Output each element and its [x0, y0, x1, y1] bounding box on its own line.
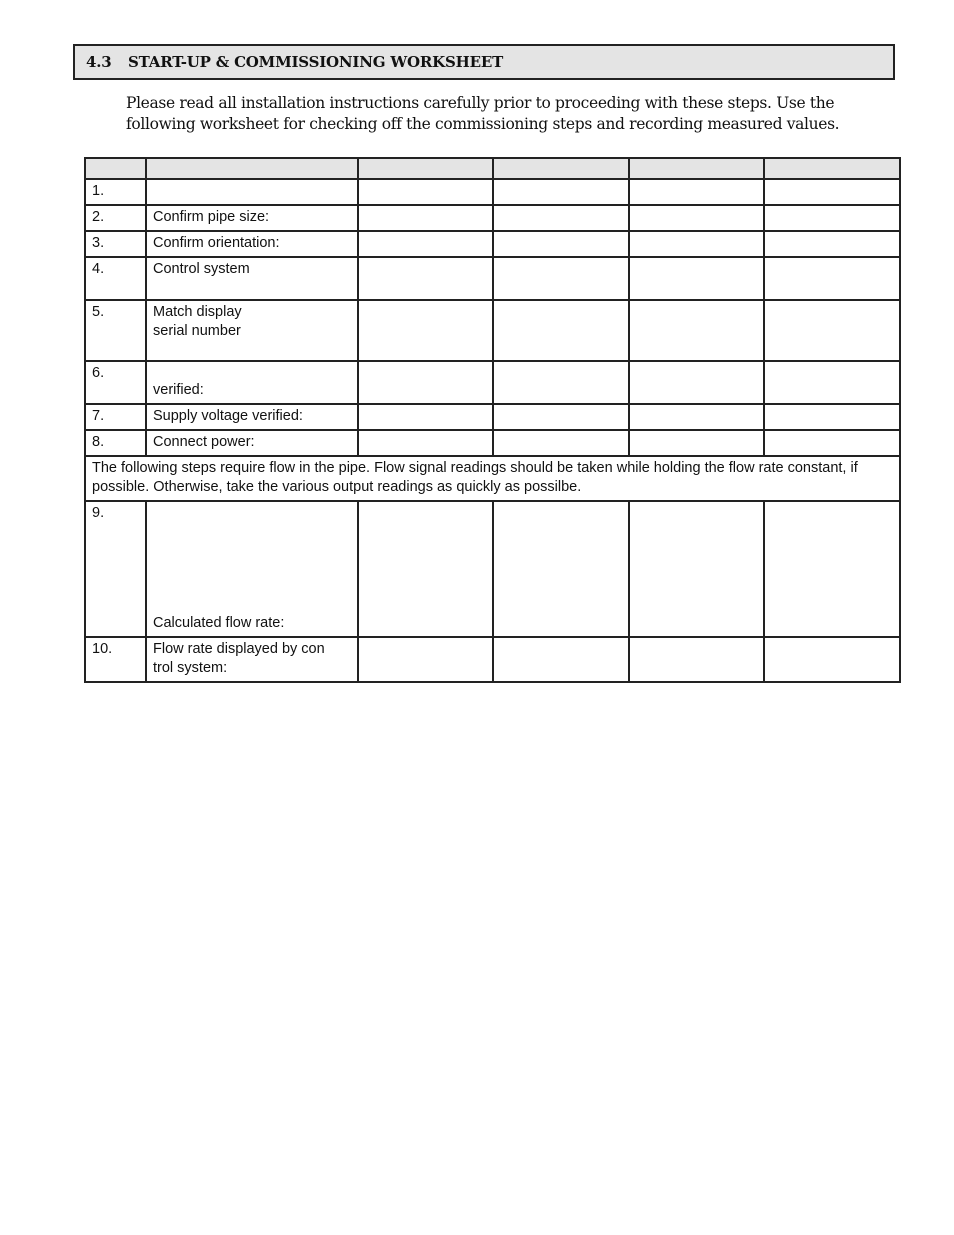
entry-cell[interactable] — [629, 404, 764, 430]
step-number: 1. — [85, 179, 146, 205]
step-label: Calculated flow rate: — [146, 501, 358, 637]
entry-cell[interactable] — [764, 361, 900, 404]
step-number: 10. — [85, 637, 146, 682]
entry-cell[interactable] — [764, 205, 900, 231]
entry-cell[interactable] — [629, 501, 764, 637]
step-number: 6. — [85, 361, 146, 404]
step-label: Supply voltage verified: — [146, 404, 358, 430]
entry-cell[interactable] — [764, 179, 900, 205]
step-label: verified: — [146, 361, 358, 404]
table-row — [85, 300, 900, 361]
step-label — [146, 179, 358, 205]
step-number: 7. — [85, 404, 146, 430]
header-cell-col5 — [629, 158, 764, 179]
entry-cell[interactable] — [493, 205, 629, 231]
table-row — [85, 430, 900, 456]
entry-cell[interactable] — [493, 501, 629, 637]
table-row — [85, 231, 900, 257]
table-row — [85, 361, 900, 404]
entry-cell[interactable] — [493, 637, 629, 682]
step-label: Match display serial number — [146, 300, 358, 361]
entry-cell[interactable] — [764, 501, 900, 637]
header-cell-col3 — [358, 158, 493, 179]
entry-cell[interactable] — [764, 404, 900, 430]
entry-cell[interactable] — [358, 179, 493, 205]
step-number: 9. — [85, 501, 146, 637]
header-cell-description — [146, 158, 358, 179]
entry-cell[interactable] — [493, 361, 629, 404]
entry-cell[interactable] — [358, 300, 493, 361]
entry-cell[interactable] — [493, 231, 629, 257]
flow-note-row — [85, 456, 900, 501]
entry-cell[interactable] — [358, 257, 493, 300]
step-number: 2. — [85, 205, 146, 231]
step-label: Connect power: — [146, 430, 358, 456]
section-number: 4.3 — [86, 53, 112, 71]
entry-cell[interactable] — [358, 501, 493, 637]
step-number: 3. — [85, 231, 146, 257]
entry-cell[interactable] — [493, 404, 629, 430]
step-label: Flow rate displayed by con trol system: — [146, 637, 358, 682]
table-row — [85, 257, 900, 300]
entry-cell[interactable] — [764, 257, 900, 300]
entry-cell[interactable] — [764, 300, 900, 361]
section-header — [73, 44, 895, 80]
entry-cell[interactable] — [629, 430, 764, 456]
entry-cell[interactable] — [629, 205, 764, 231]
entry-cell[interactable] — [764, 231, 900, 257]
entry-cell[interactable] — [358, 231, 493, 257]
commissioning-worksheet-table — [84, 157, 901, 683]
entry-cell[interactable] — [629, 361, 764, 404]
step-label: Confirm pipe size: — [146, 205, 358, 231]
entry-cell[interactable] — [629, 637, 764, 682]
entry-cell[interactable] — [493, 179, 629, 205]
entry-cell[interactable] — [358, 205, 493, 231]
entry-cell[interactable] — [493, 257, 629, 300]
entry-cell[interactable] — [629, 300, 764, 361]
entry-cell[interactable] — [629, 231, 764, 257]
table-row — [85, 205, 900, 231]
table-row — [85, 501, 900, 637]
step-number: 8. — [85, 430, 146, 456]
entry-cell[interactable] — [358, 361, 493, 404]
entry-cell[interactable] — [493, 300, 629, 361]
entry-cell[interactable] — [629, 179, 764, 205]
table-row — [85, 179, 900, 205]
header-cell-col4 — [493, 158, 629, 179]
step-number: 5. — [85, 300, 146, 361]
intro-paragraph: Please read all installation instructions carefully prior to proceeding with these steps. Use the following worksheet for checking off the commissioning steps and recording measured values. — [126, 94, 840, 133]
entry-cell[interactable] — [358, 637, 493, 682]
header-cell-step — [85, 158, 146, 179]
table-header-row — [85, 158, 900, 179]
entry-cell[interactable] — [493, 430, 629, 456]
table-row — [85, 404, 900, 430]
step-label: Confirm orientation: — [146, 231, 358, 257]
step-number: 4. — [85, 257, 146, 300]
entry-cell[interactable] — [358, 404, 493, 430]
header-cell-col6 — [764, 158, 900, 179]
entry-cell[interactable] — [764, 430, 900, 456]
entry-cell[interactable] — [629, 257, 764, 300]
section-title: START-UP & COMMISSIONING WORKSHEET — [128, 53, 504, 71]
entry-cell[interactable] — [358, 430, 493, 456]
step-label: Control system — [146, 257, 358, 300]
flow-note: The following steps require flow in the pipe. Flow signal readings should be taken while holding the flow rate constant, if possible. Otherwise, take the various output readings as quickly as possilbe. — [85, 456, 900, 501]
entry-cell[interactable] — [764, 637, 900, 682]
table-row — [85, 637, 900, 682]
